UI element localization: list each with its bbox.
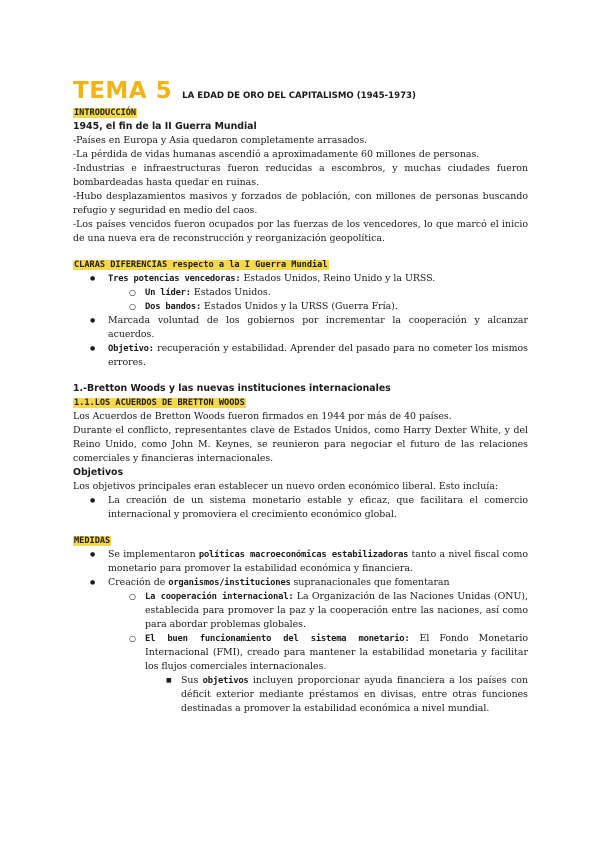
measures-subsublist bbox=[73, 674, 528, 716]
list-item: ○ Un líder: Estados Unidos. bbox=[73, 286, 528, 300]
bretton-sublabel: 1.1.LOS ACUERDOS DE BRETTON WOODS bbox=[74, 398, 245, 408]
bretton-label-row bbox=[73, 396, 528, 410]
topic-title: LA EDAD DE ORO DEL CAPITALISMO (1945-1973) bbox=[182, 91, 416, 101]
objectives-heading: Objetivos bbox=[73, 467, 124, 478]
list-item: ○ Dos bandos: Estados Unidos y la URSS (Guerra Fría). bbox=[73, 300, 528, 314]
list-item: ● Se implementaron políticas macroeconómicas estabilizadoras tanto a nivel fiscal como monetario para promover la estabilidad económica y financiera. bbox=[73, 548, 528, 576]
measures-sublist bbox=[73, 590, 528, 674]
list-item: ● Objetivo: recuperación y estabilidad. Aprender del pasado para no cometer los mismos errores. bbox=[73, 342, 528, 370]
differences-list-cont bbox=[73, 314, 528, 370]
intro-paragraph: -Países en Europa y Asia quedaron completamente arrasados. bbox=[73, 135, 368, 146]
bretton-paragraph: Los Acuerdos de Bretton Woods fueron firmados en 1944 por más de 40 países. bbox=[73, 411, 452, 422]
measures-list bbox=[73, 548, 528, 590]
title-row bbox=[73, 78, 528, 104]
intro-paragraph: -Hubo desplazamientos masivos y forzados de población, con millones de personas buscando refugio y seguridad en medio del caos. bbox=[73, 191, 528, 216]
intro-label-row bbox=[73, 106, 528, 120]
list-item: ● Marcada voluntad de los gobiernos por incrementar la cooperación y alcanzar acuerdos. bbox=[73, 314, 528, 342]
list-item: ○ El buen funcionamiento del sistema monetario: El Fondo Monetario Internacional (FMI), creado para mantener la estabilidad monetaria y facilitar los flujos comerciales internacionales. bbox=[73, 632, 528, 674]
intro-label: INTRODUCCIÓN bbox=[74, 108, 137, 118]
bretton-paragraph: Durante el conflicto, representantes clave de Estados Unidos, como Harry Dexter White, y del Reino Unido, como John M. Keynes, se reunieron para negociar el futuro de las relaciones comerciales y financieras internacionales. bbox=[73, 425, 528, 464]
differences-list bbox=[73, 272, 528, 286]
topic-number: TEMA 5 bbox=[73, 78, 173, 104]
intro-subheading: 1945, el fin de la II Guerra Mundial bbox=[73, 121, 257, 132]
section-heading: 1.-Bretton Woods y las nuevas instituciones internacionales bbox=[73, 383, 391, 394]
list-item: ○ La cooperación internacional: La Organización de las Naciones Unidas (ONU), establecida para promover la paz y la cooperación entre las naciones, así como para abordar problemas globales. bbox=[73, 590, 528, 632]
list-item: ● Creación de organismos/instituciones supranacionales que fomentaran bbox=[73, 576, 528, 590]
objectives-list bbox=[73, 494, 528, 522]
list-item: ● Tres potencias vencedoras: Estados Unidos, Reino Unido y la URSS. bbox=[73, 272, 528, 286]
measures-label: MEDIDAS bbox=[74, 536, 111, 546]
intro-paragraph: -Industrias e infraestructuras fueron reducidas a escombros, y muchas ciudades fueron bombardeadas hasta quedar en ruinas. bbox=[73, 163, 528, 188]
differences-label-row bbox=[73, 258, 528, 272]
document-page bbox=[73, 78, 528, 716]
measures-label-row bbox=[73, 534, 528, 548]
differences-label: CLARAS DIFERENCIAS respecto a la I Guerra Mundial bbox=[74, 260, 328, 270]
list-item: ■ Sus objetivos incluyen proporcionar ayuda financiera a los países con déficit exterior mediante préstamos en divisas, entre otras funciones destinadas a promover la estabilidad económica a nivel mundial. bbox=[73, 674, 528, 716]
intro-paragraph: -La pérdida de vidas humanas ascendió a aproximadamente 60 millones de personas. bbox=[73, 149, 480, 160]
intro-paragraph: -Los países vencidos fueron ocupados por las fuerzas de los vencedores, lo que marcó el inicio de una nueva era de reconstrucción y reorganización geopolítica. bbox=[73, 219, 528, 244]
differences-sublist bbox=[73, 286, 528, 314]
objectives-paragraph: Los objetivos principales eran establecer un nuevo orden económico liberal. Esto incluía: bbox=[73, 481, 498, 492]
list-item: ● La creación de un sistema monetario estable y eficaz, que facilitara el comercio internacional y promoviera el crecimiento económico global. bbox=[73, 494, 528, 522]
